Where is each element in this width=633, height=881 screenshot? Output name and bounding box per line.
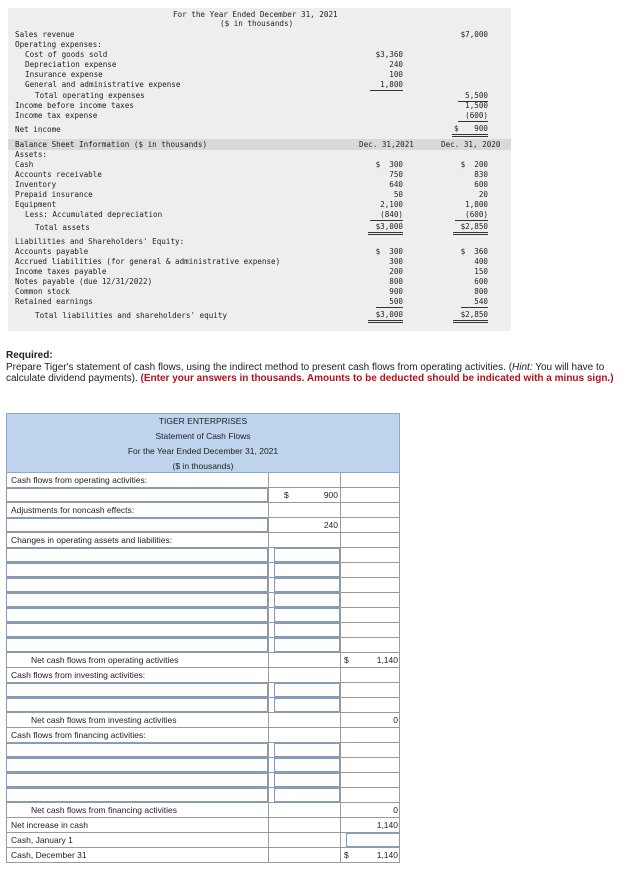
investing-label-input[interactable] [6,683,268,697]
income-before-taxes-label: Income before income taxes [15,101,134,110]
net-income-dollar: $ [454,124,459,133]
liability-label: Common stock [15,287,70,296]
sales-revenue-amount: $7,000 [460,30,488,39]
net-income-label: Net income [15,125,61,134]
change-amount-input[interactable] [274,548,340,562]
entry-emphasis: (Enter your answers in thousands. Amounts to be deducted should be indicated with a minus sign.) [140,373,614,384]
investing-amount-input[interactable] [274,698,340,712]
liability-2021: 500 [376,297,403,308]
instructions-text [6,362,628,385]
required-heading: Required: [6,350,53,361]
total-assets-2021: $3,000 [368,222,403,235]
expense-amount: 100 [389,70,403,79]
statement-title: Statement of Cash Flows [155,431,251,441]
asset-2020: 20 [478,190,488,199]
net-income-value: 900 [323,490,338,500]
change-label-input[interactable] [6,638,268,652]
liability-label: Notes payable (due 12/31/2022) [15,277,153,286]
financing-label-input[interactable] [6,743,268,757]
net-income-amount: 900 [452,124,488,137]
cash-december-amount-cell [346,848,400,862]
liability-2021: 800 [389,277,403,286]
change-amount-input[interactable] [274,563,340,577]
financing-heading: Cash flows from financing activities: [6,728,268,742]
net-income-label-input[interactable] [6,488,268,502]
liability-2020: 400 [474,257,488,266]
net-investing-label: Net cash flows from investing activities [6,713,268,727]
liability-2020: $ 360 [460,247,488,256]
expense-amount: 240 [389,60,403,69]
net-increase-value: 1,140 [376,820,398,830]
asset-2021: 640 [389,180,403,189]
liability-2020: 600 [474,277,488,286]
column-2020: Dec. 31, 2020 [441,140,501,149]
change-label-input[interactable] [6,608,268,622]
asset-2020: 830 [474,170,488,179]
cash-december-dollar: $ [344,850,349,860]
net-increase-label: Net increase in cash [6,818,268,832]
operating-heading: Cash flows from operating activities: [6,473,268,487]
change-amount-input[interactable] [274,593,340,607]
cash-january-label: Cash, January 1 [6,833,268,847]
financing-amount-input[interactable] [274,788,340,802]
change-label-input[interactable] [6,578,268,592]
cash-december-label: Cash, December 31 [6,848,268,862]
asset-label: Prepaid insurance [15,190,93,199]
net-operating-label: Net cash flows from operating activities [6,653,268,667]
net-operating-value: 1,140 [376,655,398,665]
asset-2021: $ 300 [375,160,403,169]
net-operating-amount-cell [346,653,400,667]
liability-label: Accounts payable [15,247,89,256]
grid-line [399,473,400,863]
total-liabilities-equity-2021: $3,000 [368,310,403,323]
income-units: ($ in thousands) [220,19,294,28]
asset-label: Equipment [15,200,57,209]
total-operating-expenses-label: Total operating expenses [35,91,145,100]
liability-label: Retained earnings [15,297,93,306]
income-period-title: For the Year Ended December 31, 2021 [173,10,338,19]
liability-2021: 900 [389,287,403,296]
statement-units: ($ in thousands) [172,461,234,471]
liabilities-equity-label: Liabilities and Shareholders' Equity: [15,237,185,246]
liability-2020: 540 [461,297,488,308]
expense-amount: 1,800 [370,80,403,91]
total-operating-expenses-amount: 5,500 [458,91,488,102]
financing-label-input[interactable] [6,773,268,787]
expense-label: Insurance expense [25,70,103,79]
financing-amount-input[interactable] [274,758,340,772]
liability-2020: 800 [474,287,488,296]
depreciation-label-input[interactable] [6,518,268,532]
asset-2020: 1,800 [465,200,488,209]
total-liabilities-equity-label: Total liabilities and shareholders' equity [35,311,228,320]
operating-expenses-label: Operating expenses: [15,40,102,49]
liability-label: Accrued liabilities (for general & administrative expense) [15,257,281,266]
instructions-main: Prepare Tiger's statement of cash flows, using the indirect method to present cash flows from operating activities. ( [6,361,513,373]
expense-amount: $3,360 [375,50,403,59]
financing-amount-input[interactable] [274,773,340,787]
instructions [6,350,628,385]
asset-2020: $ 200 [460,160,488,169]
hint-text: You will have to calculate dividend payments). [6,361,605,384]
asset-2021: 750 [389,170,403,179]
statement-header [6,413,400,473]
liability-label: Income taxes payable [15,267,107,276]
income-tax-expense-amount: (600) [458,111,488,122]
asset-2021: 2,100 [380,200,403,209]
statement-period: For the Year Ended December 31, 2021 [127,446,279,456]
asset-label: Less: Accumulated depreciation [25,210,163,219]
net-operating-dollar: $ [344,655,349,665]
income-tax-expense-label: Income tax expense [15,111,98,120]
change-amount-input[interactable] [274,578,340,592]
adjustments-heading: Adjustments for noncash effects: [6,503,268,517]
net-income-dollar-sign: $ [284,490,289,500]
net-financing-value: 0 [393,805,398,815]
asset-2020: (600) [455,210,488,221]
change-amount-input[interactable] [274,638,340,652]
liability-2021: 300 [389,257,403,266]
changes-heading: Changes in operating assets and liabilities: [6,533,268,547]
net-investing-value: 0 [393,715,398,725]
expense-label: Cost of goods sold [25,50,108,59]
change-amount-input[interactable] [274,623,340,637]
asset-2020: 600 [474,180,488,189]
net-financing-label: Net cash flows from financing activities [6,803,268,817]
net-income-amount-cell [274,488,340,502]
company-name: TIGER ENTERPRISES [158,416,248,426]
total-assets-2020: $2,850 [453,222,488,235]
depreciation-value: 240 [323,520,338,530]
hint-label: Hint: [512,361,533,373]
expense-label: Depreciation expense [25,60,117,69]
asset-label: Accounts receivable [15,170,102,179]
total-liabilities-equity-2020: $2,850 [453,310,488,323]
financial-data-panel [8,8,511,331]
financing-label-input[interactable] [6,788,268,802]
grid-line [268,473,269,863]
asset-label: Cash [15,160,34,169]
balance-sheet-title: Balance Sheet Information ($ in thousands) [15,140,208,149]
investing-heading: Cash flows from investing activities: [6,668,268,682]
financing-amount-input[interactable] [274,743,340,757]
change-amount-input[interactable] [274,608,340,622]
column-2021: Dec. 31,2021 [359,140,414,149]
cash-january-input[interactable] [346,833,400,847]
change-label-input[interactable] [6,563,268,577]
expense-label: General and administrative expense [25,80,181,89]
investing-label-input[interactable] [6,698,268,712]
income-before-taxes-amount: 1,500 [465,101,488,110]
total-assets-label: Total assets [35,223,90,232]
financing-label-input[interactable] [6,758,268,772]
cash-flow-statement-form [6,413,400,867]
liability-2021: $ 300 [375,247,403,256]
liability-2020: 150 [474,267,488,276]
grid-line [340,473,341,863]
sales-revenue-label: Sales revenue [15,30,75,39]
assets-label: Assets: [15,150,48,159]
asset-2021: (840) [370,210,403,221]
change-label-input[interactable] [6,548,268,562]
asset-label: Inventory [15,180,57,189]
change-label-input[interactable] [6,593,268,607]
change-label-input[interactable] [6,623,268,637]
liability-2021: 200 [389,267,403,276]
cash-december-value: 1,140 [376,850,398,860]
investing-amount-input[interactable] [274,683,340,697]
asset-2021: 50 [393,190,403,199]
